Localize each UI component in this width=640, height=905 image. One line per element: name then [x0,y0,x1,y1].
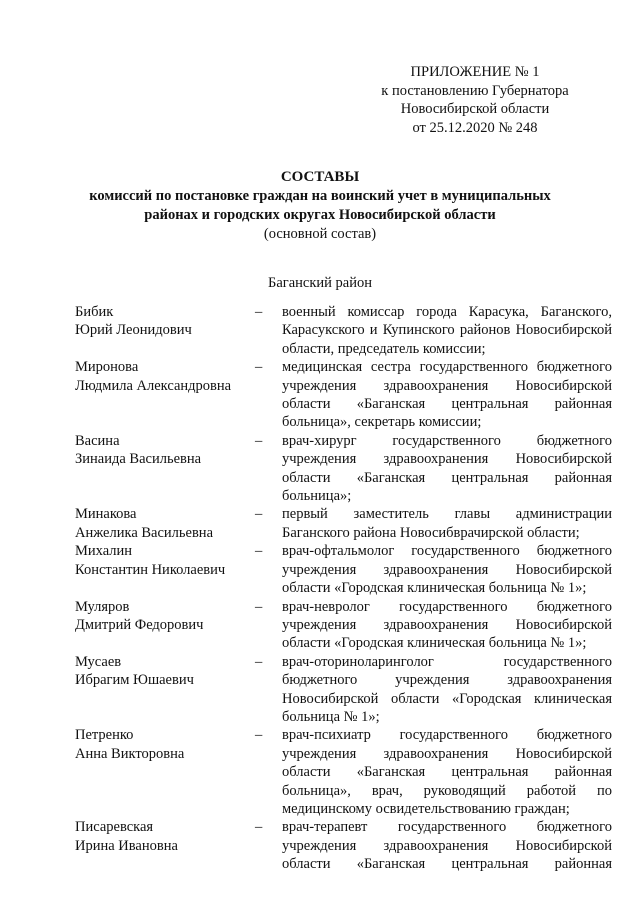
members-list [75,303,612,874]
appendix-header [360,63,590,137]
member-row [75,505,612,542]
member-given-name: Зинаида Васильевна [75,451,202,468]
member-dash: – [255,432,263,449]
member-row [75,598,612,653]
appendix-title: ПРИЛОЖЕНИЕ № 1 [410,64,540,80]
member-name [75,653,255,727]
member-dash: – [255,304,263,320]
member-surname: Писаревская [75,819,154,836]
member-row [75,303,612,358]
member-given-name: Анжелика Васильевна [75,524,214,541]
member-dash: – [255,727,263,744]
member-role: врач-психиатр государственного бюджетного учреждения здравоохранения Новосибирской области «Баганская центральная районная больница», врач, руководящий работой по медицинскому освидетельствованию граждан; [282,727,612,817]
member-role: врач-терапевт государственного бюджетного учреждения здравоохранения Новосибирской области «Баганская центральная районная [282,819,612,873]
member-surname: Миронова [75,359,139,376]
member-given-name: Ирина Ивановна [75,837,178,854]
member-row [75,432,612,506]
member-given-name: Ибрагим Юшаевич [75,672,194,689]
member-row [75,542,612,597]
member-role: врач-хирург государственного бюджетного учреждения здравоохранения Новосибирской области «Баганская центральная районная больница»; [282,432,612,505]
member-role: врач-невролог государственного бюджетного учреждения здравоохранения Новосибирской области «Городская клиническая больница № 1»; [282,598,612,652]
composition-note: (основной состав) [263,226,377,242]
member-row [75,726,612,818]
member-dash: – [255,359,263,376]
document-heading [40,168,600,244]
member-name [75,505,255,542]
document-title: СОСТАВЫ [280,169,360,185]
member-name [75,818,255,873]
member-name [75,598,255,653]
appendix-region: Новосибирской области [400,101,550,117]
member-name [75,432,255,506]
member-row [75,653,612,727]
member-name [75,726,255,818]
member-given-name: Константин Николаевич [75,561,226,578]
member-given-name: Дмитрий Федорович [75,616,204,633]
member-name [75,542,255,597]
document-subtitle-line-1: комиссий по постановке граждан на воинский учет в муниципальных [89,188,551,204]
member-dash: – [255,543,263,560]
member-surname: Михалин [75,543,133,560]
member-surname: Минакова [75,506,137,523]
member-dash: – [255,653,263,670]
member-dash: – [255,598,263,615]
member-dash: – [255,819,263,836]
member-role: врач-офтальмолог государственного бюджетного учреждения здравоохранения Новосибирской области «Городская клиническая больница № 1»; [282,543,612,597]
member-role: медицинская сестра государственного бюджетного учреждения здравоохранения Новосибирской области «Баганская центральная районная больница», секретарь комиссии; [282,359,612,431]
member-name [75,358,255,432]
member-name [75,303,255,358]
member-row [75,818,612,873]
member-given-name: Людмила Александровна [75,377,232,394]
appendix-date: от 25.12.2020 № 248 [412,119,538,136]
document-subtitle-line-2: районах и городских округах Новосибирской области [144,207,496,223]
member-surname: Муляров [75,598,130,615]
member-surname: Мусаев [75,653,122,670]
member-dash: – [255,506,263,523]
member-row [75,358,612,432]
member-surname: Васина [75,432,120,449]
district-heading: Баганский район [268,275,372,291]
member-given-name: Анна Викторовна [75,745,185,762]
member-given-name: Юрий Леонидович [75,322,192,339]
member-role: врач-оториноларинголог государственного бюджетного учреждения здравоохранения Новосибирской области «Городская клиническая больница № 1»; [282,653,612,725]
member-role: первый заместитель главы администрации Баганского района Новосибврачирской области; [282,506,612,541]
member-surname: Петренко [75,727,134,744]
appendix-ref: к постановлению Губернатора [381,82,569,99]
member-role: военный комиссар города Карасука, Баганского, Карасукского и Купинского районов Новосибирской области, председатель комиссии; [282,304,612,357]
member-surname: Бибик [75,304,114,320]
